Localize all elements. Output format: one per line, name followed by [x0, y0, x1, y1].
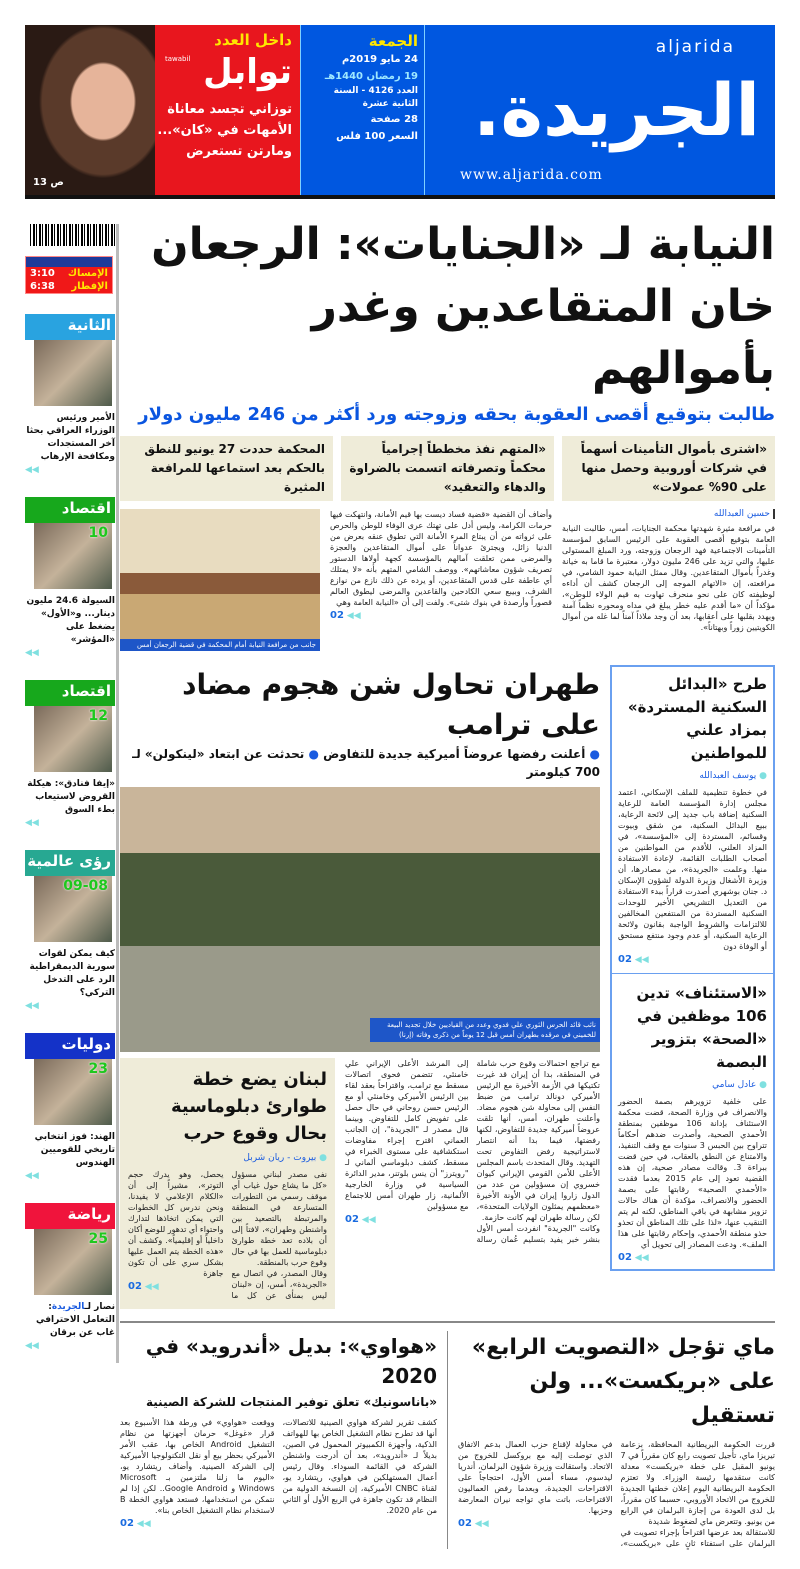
- huawei-page-ref[interactable]: 02: [120, 1518, 134, 1529]
- lebanon-headline[interactable]: لبنان يضع خطة طوارئ دبلوماسية بحال وقوع حرب: [170, 1069, 327, 1144]
- housing-headline[interactable]: طرح «البدائل السكنية المستردة» بمزاد علني للمواطنين: [627, 675, 767, 762]
- continue-arrow-icon: ◀◀: [25, 1341, 39, 1351]
- appeal-page-ref[interactable]: 02: [618, 1252, 632, 1263]
- lead-quote-2: «المتهم نفذ مخططاً إجرامياً محكماً وتصرفاته اتسمت بالضراوة والدهاء والتعقيد»: [341, 436, 554, 501]
- masthead: [300, 25, 775, 195]
- sidebar-photo[interactable]: [34, 1229, 112, 1295]
- lebanon-author: ● بيروت - ريان شربل: [243, 1153, 327, 1163]
- lead-page-ref[interactable]: 02: [330, 610, 344, 621]
- issue-hijri-date: 19 رمضان 1440هـ: [324, 71, 418, 82]
- promo-banner[interactable]: [25, 25, 300, 195]
- appeal-author-name: عادل سامي: [712, 1080, 757, 1090]
- lead-photo[interactable]: [120, 509, 320, 651]
- may-page-ref[interactable]: 02: [458, 1518, 472, 1529]
- lebanon-body-col1: نفى مصدر لبناني مسؤول «كل ما يشاع حول غياب أي موقف رسمي من التطورات المتسارعة في المنطقة والمرتبطة بالتصعيد بين واشنطن وطهران»، لافتاً إلى أن بلاده تعد خطة طوارئ دبلوماسية للعمل بها في حال وقوع حرب بالمنطقة.: [231, 1170, 327, 1267]
- sidebar-page-number: 12: [88, 708, 108, 724]
- lebanon-body-col2: وقال المصدر، في اتصال مع «الجريدة»، أمس، إن «لبنان ليس بمنأى عن كل ما يحصل، وهو يدرك حجم التوتر»، مشيراً إلى أن «الكلام الإعلامي لا يفيدنا، ونحن ندرس كل الخطوات التي يمكن اتخاذها لتدارك واحتواء أي تدهور للوضع أكان داخلياً أو إقليمياً». وكشف أن «هذه الخطة يتم العمل عليها بشكل سري على أن تكون جاهزة: [128, 1170, 327, 1300]
- sidebar-page-number: 25: [88, 1231, 108, 1247]
- issue-number: العدد 4126 - السنة الثانية عشرة: [333, 86, 418, 109]
- issue-info: [300, 25, 425, 195]
- lead-headline-line1: النيابة لـ «الجنايات»: الرجعان: [151, 219, 775, 270]
- imsak-label: الإمساك: [67, 268, 108, 279]
- sidebar-page-number: 23: [88, 1061, 108, 1077]
- sidebar-section-header[interactable]: اقتصاد: [25, 497, 115, 523]
- caption-text: السيولة 24.6 مليون دينار... و«الأول» يضغط على «المؤشر»: [26, 596, 115, 645]
- logo[interactable]: الجريدة.: [473, 68, 760, 152]
- sidebar-section-header[interactable]: الثانية: [25, 314, 115, 340]
- housing-author: ● يوسف العبدالله: [699, 771, 767, 781]
- right-stories-box: [610, 665, 775, 1271]
- caption-text: : التعامل الاحترافي غاب عن برقان: [36, 1302, 115, 1338]
- continue-arrow-icon: ◀◀: [136, 1519, 151, 1529]
- sidebar-caption[interactable]: [25, 412, 115, 477]
- sidebar-section-header[interactable]: دوليات: [25, 1033, 115, 1059]
- may-body-col1: قررت الحكومة البريطانية المحافظة، بزعامة تيريزا ماي، تأجيل تصويت رابع كان مقرراً في 7 يونيو المقبل على خطة «بريكست» معدلة كانت ستقدمها رئيسة الوزراء. ولا تعتزم الحكومة البريطانية اليوم إعلان خطتها الجديدة للخروج من الاتحاد الأوروبي، حسبما كان مقرراً، بل لدى العودة من إجازة البرلمان في الرابع من يونيو. وتتعرض ماي لضغوط شديدة: [620, 1440, 775, 1526]
- issue-price: السعر 100 فلس: [336, 131, 418, 142]
- lead-headline[interactable]: [120, 214, 775, 400]
- continue-arrow-icon: ◀◀: [346, 611, 361, 621]
- may-headline[interactable]: ماي تؤجل «التصويت الرابع» على «بريكست»... ولن تستقيل: [471, 1335, 775, 1428]
- prayer-banner-decoration: [26, 257, 112, 267]
- sidebar-caption[interactable]: [25, 1131, 115, 1183]
- iftar-label: الإفطار: [71, 281, 108, 292]
- lead-photo-caption: جانب من مرافعة النيابة أمام المحكمة في قضية الرجعان أمس: [120, 639, 320, 651]
- sidebar-caption[interactable]: [25, 1301, 115, 1353]
- sidebar: [25, 224, 119, 1363]
- continue-arrow-icon: ◀◀: [25, 648, 39, 658]
- caption-text: «إيفا فنادق»: هيكلة القروض لاستيعاب بطء السوق: [27, 779, 115, 815]
- promo-brand-latin: tawabil: [165, 55, 191, 63]
- sidebar-page-number: 10: [88, 525, 108, 541]
- housing-author-name: يوسف العبدالله: [699, 771, 757, 781]
- issue-day: الجمعة: [368, 32, 418, 50]
- continue-arrow-icon: ◀◀: [25, 1001, 39, 1011]
- caption-text: كيف يمكن لقوات سورية الديمقراطية الرد على التدخل التركي؟: [29, 949, 115, 998]
- site-url[interactable]: www.aljarida.com: [460, 167, 603, 183]
- promo-page: ص 13: [33, 177, 64, 188]
- appeal-body: على خلفية تزويرهم بصمة الحضور والانصراف في وزارة الصحة، قضت محكمة الاستئناف بإدانة 106 موظفين بمنطقة الأحمدي الصحية، وأصدرت ضدهم أحكاماً تتراوح بين الحبس 3 سنوات مع وقف التنفيذ، والامتناع عن النطق بالعقاب، في حين قضت ببراءة 3. وقالت مصادر صحية، إن هذه القضية تعود إلى عام 2015 بعدما فقدت «الأحمدي الصحية» رقابتها على بصمة الحضور والانصراف، مؤكدة أن هناك حالات تزوير مشابهة في باقي المناطق، لكنه لم يتم التنقيب عنها، «لذا على تلك المناطق أن تحذو حذو منطقة الأحمدي، وإحكام رقابتها على هذا الملف». ودعت المصادر إلى تحويل أي: [618, 1097, 768, 1249]
- sidebar-caption[interactable]: [25, 595, 115, 660]
- sidebar-section-header[interactable]: رياضة: [25, 1203, 115, 1229]
- huawei-body-col1: كشف تقرير لشركة هواوي الصينية للاتصالات، أنها قد تطرح نظام التشغيل الخاص بها للهواتف الذكية، وأجهزة الكمبيوتر المحمول في الصين، بديلاً لـ «أندرويد»، بعد أن أدرجت واشنطن الشركة في القائمة السوداء. وقال رئيس أعمال المستهلكين في هواوي، ريتشارد يو، لقناة CNBC الأميركية، إن النسخة الدولية من النظام قد تكون جاهزة في الربع الأول أو الثاني من عام 2020.: [282, 1418, 437, 1515]
- column-divider: [447, 1331, 448, 1549]
- continue-arrow-icon: ◀◀: [361, 1215, 376, 1225]
- lead-quote-3: المحكمة حددت 27 يونيو للنطق بالحكم بعد استماعها للمرافعة المثيرة: [120, 436, 333, 501]
- sidebar-photo[interactable]: [34, 340, 112, 406]
- tehran-body-col1: مع تراجع احتمالات وقوع حرب شاملة في المنطقة، بدا أن إيران قد غيرت تكتيكها في الأزمة الأخيرة مع الرئيس الأميركي دونالد ترامب من ضبط النفس إلى محاولة شن هجوم مضاد. وأعلنت طهران، أمس، أنها تلقت عروضاً أميركية جديدة للتفاوض، لكنها رفضتها، فيما بدا أنه انتصار لاستراتيجية رفض التفاوض تحت التهديد. وقال المتحدث باسم المجلس الأعلى للأمن القومي الإيراني كيوان خسروي إن مسؤولين من عدد من الدول زاروا إيران في الأونة الأخيرة «معظمهم يمثلون الولايات المتحدة»، لكن رسالة طهران لهم كانت حازمة.: [476, 1059, 600, 1222]
- continue-arrow-icon: ◀◀: [25, 465, 39, 475]
- continue-arrow-icon: ◀◀: [634, 955, 649, 965]
- sidebar-photo[interactable]: [34, 523, 112, 589]
- tehran-body-col2: وكانت "الجريدة" انفردت أمس الأول بنشر خبر يفيد بتسليم عُمان رسالة إلى المرشد الأعلى الإيراني علي خامنئي، تتضمن فحوى اتصالات مسقط مع ترامب، واقتراحاً بعقد لقاء بين الرئيس الأميركي وخامنئي أو مع الرئيس حسن روحاني في حال حصل على تفويض كامل للتفاوض. وبينما قال مصدر لـ "الجريدة"، إن الجانب العماني اقترح إجراء مفاوضات استكشافية على مستوى الخبراء في مسقط، كشف دبلوماسي ألماني لـ "رويترز" أن ينس بلوتنر، مدير الدائرة السياسية في وزارة الخارجية الألمانية، زار طهران أمس للاجتماع مع مسؤولين: [345, 1059, 600, 1244]
- sidebar-section-header[interactable]: رؤى عالمية: [25, 850, 115, 876]
- lead-body-col1: في مرافعة مثيرة شهدتها محكمة الجنايات، أمس، طالبت النيابة العامة بتوقيع أقصى العقوبة على الرئيس السابق لمؤسسة التأمينات الاجتماعية فهد الرجعان وزوجته، ورد المبلغ المستولى عليها، والتي تزيد على 246 مليون دولار، معتبرة ما قاما به خيانة وغدراً بأموال المتقاعدين. وقال ممثل النيابة حمود الشامي، في مرافعته، إن «الاتهام الموجه إلى الرجعان كشف أن أداءه لوظيفته كان على نحو منحرف تهاوت به قيم الولاء للوطن»، مؤكداً أن «ما أقدم عليه خطر يبلغ في مداه ومحوره نظماً آمنة ويهدد بقلبها على أعقابها، بعد أن وجد ملاذاً آمناً لما غله من أموال الكويتيين زوراً وبهتاناً».: [562, 524, 775, 632]
- promo-label: داخل العدد: [214, 31, 292, 49]
- tehran-bullets: ● أعلنت رفضها عروضاً أميركية جديدة للتفاوض ● تحدثت عن ابتعاد «لينكولن» لـ 700 كيلومتر: [132, 747, 600, 779]
- housing-body: في خطوة تنظيمية للملف الإسكاني، اعتمد مجلس إدارة المؤسسة العامة للرعاية السكنية إضافة باب جديد إلى لائحة الرعاية، ببيع البدائل السكنية، من شقق وبيوت وقسائم، المستردة إلى «المؤسسة»، في المزاد العلني، للأقدم من المواطنين من أصحاب الطلبات القائمة، لإعادة الاستفادة منها. وعلمت «الجريدة»، من مصادرها، أن وزيرة الأشغال وزيرة الدولة لشؤون الإسكان د. جنان بوشهري أصدرت قراراً ببدء الاستفادة من التعديل التشريعي الأخير للوحدات السكنية المستردة من المنتفعين المخالفين للالتزامات والشروط الواجبة بقانون ولائحة الرعاية السكنية، أو عدم وجود منتفع مستحق أو الوفاة دون: [618, 788, 767, 951]
- issue-date: 24 مايو 2019م: [341, 54, 418, 65]
- lead-subhead: طالبت بتوقيع أقصى العقوبة بحقه وزوجته ورد أكثر من 246 مليون دولار: [138, 404, 775, 425]
- appeal-author: ● عادل سامي: [712, 1080, 767, 1090]
- housing-page-ref[interactable]: 02: [618, 954, 632, 965]
- iftar-time: 6:38: [30, 281, 55, 292]
- caption-brand: الجريدة: [51, 1302, 85, 1312]
- appeal-headline[interactable]: «الاستئناف» تدين 106 موظفين في «الصحة» بتزوير البصمة: [636, 984, 767, 1071]
- continue-arrow-icon: ◀◀: [634, 1253, 649, 1263]
- main-content: [120, 214, 775, 1569]
- tehran-bullet-1: أعلنت رفضها عروضاً أميركية جديدة للتفاوض: [323, 747, 586, 761]
- lebanon-author-name: بيروت - ريان شربل: [243, 1153, 317, 1163]
- continue-arrow-icon: ◀◀: [25, 818, 39, 828]
- barcode: [30, 224, 115, 246]
- caption-prefix: نصار لـ: [84, 1302, 115, 1312]
- promo-brand: توابل: [203, 52, 292, 92]
- header-divider: [25, 195, 775, 199]
- tehran-photo[interactable]: [120, 787, 600, 1052]
- sidebar-caption[interactable]: [25, 778, 115, 830]
- huawei-body-col2: ووقعت «هواوي» في ورطة هذا الأسبوع بعد قرار «غوغل» حرمان أجهزتها من نظام التشغيل Android الخاص بها، عقب الأمر الأميركي بحظر بيع أو نقل التكنولوجيا الأميركية إلى الشركة الصينية. وأضاف ريتشارد يو، «اليوم ما زلنا ملتزمين بـ Microsoft Windows و Google Android.. لكن إذا لم نتمكن من استخدامها، فستعد هواوي الخطة B لاستخدام نظام التشغيل الخاص بنا».: [120, 1418, 275, 1515]
- sidebar-photo[interactable]: [34, 706, 112, 772]
- tehran-photo-caption: نائب قائد الحرس الثوري علي فدوي وعدد من القياديين خلال تجديد البيعة للخميني في مرقده بطهران أمس قبل 12 يوماً من ذكرى وفاته (إرنا): [370, 1018, 600, 1042]
- caption-text: الهند: فوز انتخابي تاريخي للقوميين الهندوس: [34, 1132, 115, 1168]
- issue-pages: 28 صفحة: [370, 114, 418, 125]
- logo-latin: aljarida: [655, 37, 735, 57]
- tehran-page-ref[interactable]: 02: [345, 1214, 359, 1225]
- continue-arrow-icon: ◀◀: [144, 1282, 159, 1292]
- lebanon-story: [120, 1058, 335, 1309]
- tehran-bullet-2: تحدثت عن ابتعاد «لينكولن» لـ 700 كيلومتر: [132, 747, 600, 779]
- caption-text: الأمير ورئيس الوزراء العراقي بحثا آخر المستجدات ومكافحة الإرهاب: [26, 413, 115, 462]
- tehran-headline[interactable]: طهران تحاول شن هجوم مضاد على ترامب: [182, 668, 600, 741]
- lead-headline-line2: خان المتقاعدين وغدر بأموالهم: [311, 281, 775, 394]
- promo-headline: توزاني تجسد معاناة الأمهات في «كان»... ومارتن تستعرض: [157, 102, 292, 159]
- huawei-subhead: «باناسونيك» تعلق توفير المنتجات للشركة الصينية: [146, 1395, 437, 1409]
- box-divider: [612, 973, 773, 974]
- may-body-col2: للاستقالة بعد عرضها اقتراحاً بإجراء تصويت في البرلمان على استفتاء ثانٍ على «بريكست»، في محاولة لإقناع حزب العمال بدعم الاتفاق الذي توصلت إليه مع بروكسل للخروج من الاتحاد. واستقالت وزيرة شؤون البرلمان، أندريا ليدسوم، مساء أمس الأول، احتجاجاً على الاقتراحات الجديدة، وبعدما رفض العماليون الاقتراحات، باتت ماي تواجه نيران المعارضة وحزبها.: [458, 1440, 775, 1548]
- lebanon-page-ref[interactable]: 02: [128, 1281, 142, 1292]
- sidebar-caption[interactable]: [25, 948, 115, 1013]
- sidebar-photo[interactable]: [34, 1059, 112, 1125]
- section-divider: [120, 1321, 775, 1323]
- sidebar-photo[interactable]: [34, 876, 112, 942]
- sidebar-section-header[interactable]: اقتصاد: [25, 680, 115, 706]
- lead-body-col2: وأضاف أن القضية «قضية فساد ديست بها قيم الأمانة، وانتهكت فيها حرمات الكرامة، وليس أدل على تهتك عرى الوفاء للوطن والحرص على ثرواته من أن يبتاع المرء الأمانة التي تطوق عنقه بعرض من الدنيا زائل، ويجترئ عدواناً على أموال المتقاعدين والعجزة والمرضى ممن تعلقت آمالهم بالمؤسسة كجهة أولاها الدستور تصريف شؤون معاشاتهم». ووصف الشامي المتهم بأنه «لا يمتلك أي عاطفة على قدس المتقاعدين، أو يرده عن ذلك نازع من نوازع الشرف، وبيبع سعي الكادحين والقاعدين والمرضى ليطوق العالم قصوراً وأرصدة في بنوك شتى». ولفت إلى أن «النيابة العامة وهي: [330, 510, 552, 607]
- imsak-time: 3:10: [30, 268, 55, 279]
- continue-arrow-icon: ◀◀: [474, 1519, 489, 1529]
- sidebar-page-number: 09-08: [63, 878, 108, 894]
- prayer-times: [25, 256, 113, 294]
- lead-quote-1: «اشترى بأموال التأمينات أسهماً في شركات أوروبية وحصل منها على 90% عمولات»: [562, 436, 775, 501]
- huawei-headline[interactable]: «هواوي»: بديل «أندرويد» في 2020: [145, 1334, 437, 1388]
- lead-author: حسين العبدالله: [562, 509, 775, 519]
- continue-arrow-icon: ◀◀: [25, 1171, 39, 1181]
